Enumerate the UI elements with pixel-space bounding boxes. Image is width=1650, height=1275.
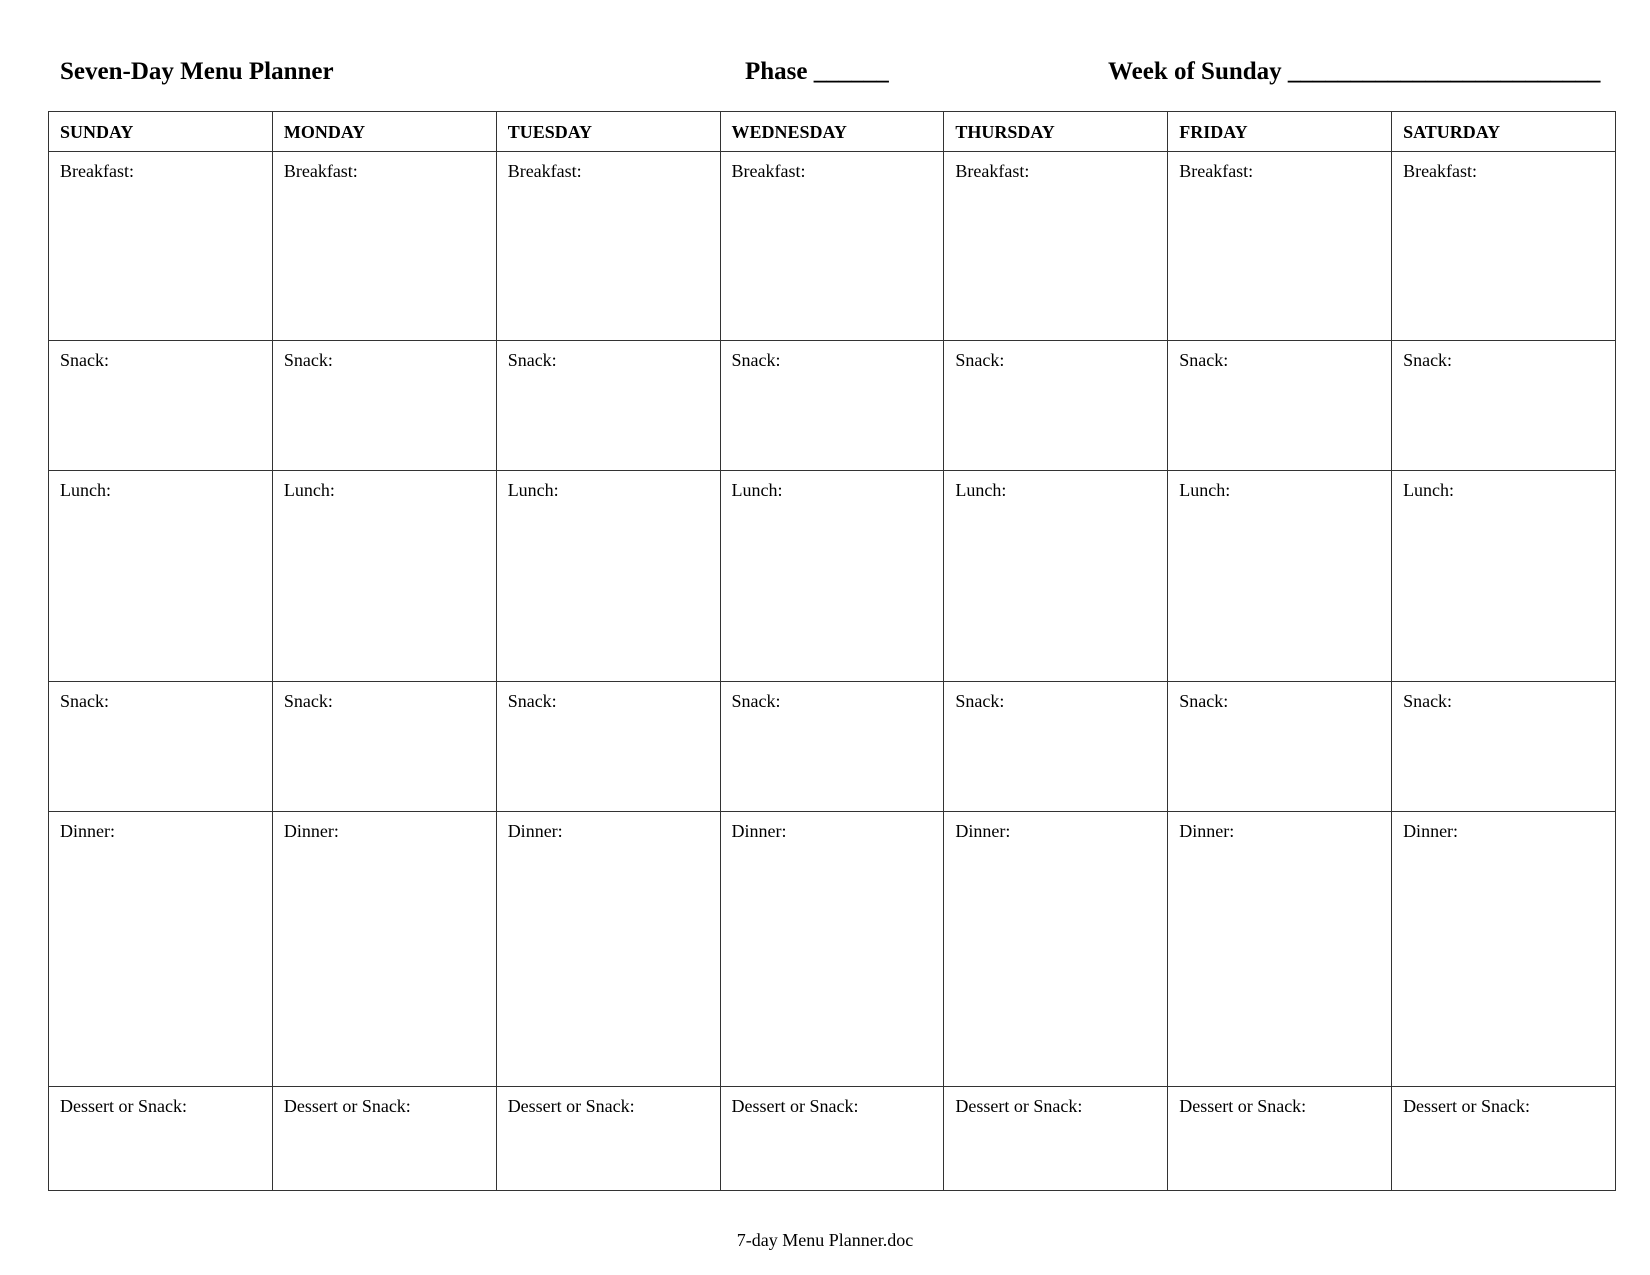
day-header-thursday: THURSDAY: [944, 112, 1168, 152]
meal-row-breakfast: [49, 152, 1616, 341]
meal-cell: Snack:: [1168, 341, 1392, 471]
day-header-wednesday: WEDNESDAY: [720, 112, 944, 152]
meal-cell: Breakfast:: [496, 152, 720, 341]
meal-cell: Lunch:: [1168, 471, 1392, 682]
meal-cell: Breakfast:: [944, 152, 1168, 341]
meal-cell: Lunch:: [720, 471, 944, 682]
day-header-sunday: SUNDAY: [49, 112, 273, 152]
day-header-monday: MONDAY: [272, 112, 496, 152]
meal-cell: Lunch:: [272, 471, 496, 682]
meal-cell: Snack:: [1392, 682, 1616, 812]
meal-cell: Snack:: [272, 682, 496, 812]
meal-cell: Dessert or Snack:: [272, 1087, 496, 1191]
meal-cell: Snack:: [1392, 341, 1616, 471]
meal-row-snack-afternoon: [49, 682, 1616, 812]
meal-cell: Breakfast:: [1392, 152, 1616, 341]
day-header-row: [49, 112, 1616, 152]
menu-planner-table: [48, 111, 1616, 1191]
meal-cell: Lunch:: [944, 471, 1168, 682]
day-header-saturday: SATURDAY: [1392, 112, 1616, 152]
meal-cell: Lunch:: [49, 471, 273, 682]
meal-cell: Dessert or Snack:: [944, 1087, 1168, 1191]
meal-cell: Snack:: [496, 341, 720, 471]
meal-cell: Dinner:: [1168, 812, 1392, 1087]
meal-row-dinner: [49, 812, 1616, 1087]
page-title: Seven-Day Menu Planner: [60, 58, 334, 85]
meal-cell: Snack:: [1168, 682, 1392, 812]
meal-cell: Dessert or Snack:: [49, 1087, 273, 1191]
meal-cell: Dessert or Snack:: [496, 1087, 720, 1191]
meal-cell: Snack:: [720, 682, 944, 812]
week-of-sunday-field: Week of Sunday _________________________: [1108, 58, 1601, 85]
meal-cell: Snack:: [49, 341, 273, 471]
meal-cell: Snack:: [720, 341, 944, 471]
day-header-friday: FRIDAY: [1168, 112, 1392, 152]
meal-row-snack-morning: [49, 341, 1616, 471]
meal-cell: Snack:: [944, 682, 1168, 812]
meal-cell: Dinner:: [272, 812, 496, 1087]
meal-row-lunch: [49, 471, 1616, 682]
meal-cell: Dinner:: [496, 812, 720, 1087]
meal-cell: Breakfast:: [49, 152, 273, 341]
meal-cell: Dinner:: [720, 812, 944, 1087]
meal-cell: Lunch:: [496, 471, 720, 682]
meal-cell: Snack:: [272, 341, 496, 471]
meal-cell: Dessert or Snack:: [720, 1087, 944, 1191]
meal-cell: Dinner:: [49, 812, 273, 1087]
document-filename: 7-day Menu Planner.doc: [736, 1230, 914, 1250]
day-header-tuesday: TUESDAY: [496, 112, 720, 152]
meal-cell: Breakfast:: [1168, 152, 1392, 341]
meal-cell: Snack:: [49, 682, 273, 812]
meal-cell: Breakfast:: [720, 152, 944, 341]
meal-cell: Dessert or Snack:: [1168, 1087, 1392, 1191]
meal-cell: Snack:: [944, 341, 1168, 471]
meal-cell: Snack:: [496, 682, 720, 812]
meal-cell: Dinner:: [1392, 812, 1616, 1087]
phase-field: Phase ______: [745, 58, 889, 85]
meal-cell: Breakfast:: [272, 152, 496, 341]
meal-cell: Dessert or Snack:: [1392, 1087, 1616, 1191]
meal-cell: Lunch:: [1392, 471, 1616, 682]
meal-row-dessert: [49, 1087, 1616, 1191]
meal-cell: Dinner:: [944, 812, 1168, 1087]
